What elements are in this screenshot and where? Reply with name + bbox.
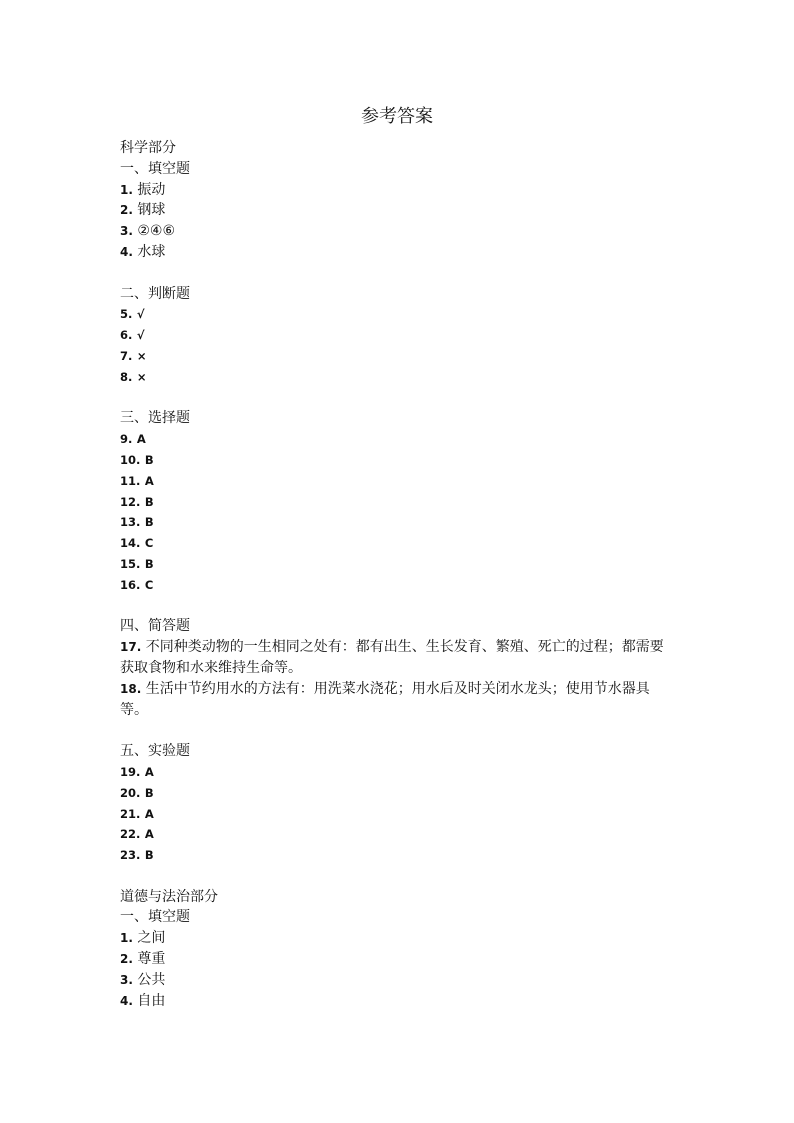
item-answer: 尊重 — [137, 951, 166, 968]
item-number: 20. — [120, 785, 141, 800]
item-answer: A — [144, 827, 154, 842]
answer-item — [120, 533, 680, 554]
answer-item — [120, 200, 680, 221]
spacer — [120, 263, 680, 284]
item-answer: 钢球 — [137, 202, 166, 219]
item-number: 1. — [120, 931, 133, 946]
answer-item — [120, 970, 680, 991]
answer-item — [120, 367, 680, 388]
item-number: 15. — [120, 556, 141, 571]
item-number: 19. — [120, 764, 141, 779]
item-answer: 公共 — [137, 971, 166, 988]
item-answer: B — [144, 452, 154, 467]
item-number: 18. — [120, 681, 142, 696]
answer-item — [120, 304, 680, 325]
answer-item — [120, 824, 680, 845]
item-answer: √ — [136, 328, 145, 343]
morality-part-title: 道德与法治部分 — [120, 888, 218, 905]
answer-content — [120, 138, 680, 1011]
short-answer-item — [120, 679, 676, 721]
item-number: 10. — [120, 452, 141, 467]
answer-item — [120, 804, 680, 825]
spacer — [120, 866, 680, 887]
item-number: 6. — [120, 328, 133, 343]
answer-item — [120, 762, 680, 783]
item-answer: A — [136, 432, 146, 447]
item-answer: B — [144, 848, 154, 863]
item-number: 21. — [120, 806, 141, 821]
spacer — [120, 596, 680, 617]
answer-item — [120, 221, 680, 242]
science-exp-title: 五、实验题 — [120, 743, 190, 760]
item-answer: 水球 — [137, 243, 166, 260]
item-answer: B — [144, 785, 154, 800]
item-number: 9. — [120, 432, 133, 447]
spacer — [120, 388, 680, 409]
item-number: 7. — [120, 348, 133, 363]
item-answer: B — [144, 515, 154, 530]
item-number: 12. — [120, 494, 141, 509]
answer-item — [120, 180, 680, 201]
answer-item — [120, 492, 680, 513]
item-number: 16. — [120, 577, 141, 592]
science-judge-title: 二、判断题 — [120, 285, 190, 302]
item-answer: 不同种类动物的一生相同之处有：都有出生、生长发育、繁殖、死亡的过程；都需要获取食物和水来维持生命等。 — [120, 639, 664, 676]
item-number: 3. — [120, 224, 133, 239]
item-answer: B — [144, 556, 154, 571]
item-number: 17. — [120, 640, 142, 655]
answer-item — [120, 949, 680, 970]
answer-item — [120, 783, 680, 804]
science-short-title: 四、简答题 — [120, 618, 190, 635]
answer-item — [120, 512, 680, 533]
answer-item — [120, 845, 680, 866]
answer-item — [120, 325, 680, 346]
item-answer: 振动 — [137, 181, 166, 198]
item-answer: 自由 — [137, 992, 166, 1009]
item-answer: × — [136, 348, 147, 363]
item-number: 23. — [120, 848, 141, 863]
item-answer: ②④⑥ — [137, 223, 176, 240]
answer-item — [120, 471, 680, 492]
item-answer: C — [144, 536, 154, 551]
page-title: 参考答案 — [361, 106, 433, 127]
item-answer: 之间 — [137, 930, 166, 947]
answer-item — [120, 575, 680, 596]
item-answer: B — [144, 494, 154, 509]
item-number: 22. — [120, 827, 141, 842]
answer-item — [120, 242, 680, 263]
item-number: 1. — [120, 182, 133, 197]
item-answer: 生活中节约用水的方法有：用洗菜水浇花；用水后及时关闭水龙头；使用节水器具等。 — [120, 680, 650, 718]
answer-item — [120, 429, 680, 450]
item-answer: C — [144, 577, 154, 592]
item-number: 13. — [120, 515, 141, 530]
item-answer: A — [144, 764, 154, 779]
item-number: 3. — [120, 972, 133, 987]
item-number: 2. — [120, 203, 133, 218]
science-fill-title: 一、填空题 — [120, 160, 190, 177]
item-number: 5. — [120, 307, 133, 322]
spacer — [120, 720, 680, 741]
item-answer: √ — [136, 307, 145, 322]
item-answer: A — [144, 806, 154, 821]
item-number: 4. — [120, 244, 133, 259]
item-answer: × — [136, 369, 147, 384]
answer-item — [120, 554, 680, 575]
short-answer-item — [120, 637, 676, 679]
item-number: 8. — [120, 369, 133, 384]
answer-item — [120, 928, 680, 949]
item-number: 2. — [120, 952, 133, 967]
science-choice-title: 三、选择题 — [120, 410, 190, 427]
item-answer: A — [144, 473, 154, 488]
item-number: 14. — [120, 536, 141, 551]
item-number: 4. — [120, 993, 133, 1008]
morality-fill-title: 一、填空题 — [120, 909, 190, 926]
answer-item — [120, 346, 680, 367]
item-number: 11. — [120, 473, 141, 488]
answer-item — [120, 450, 680, 471]
answer-item — [120, 991, 680, 1012]
science-part-title: 科学部分 — [120, 140, 176, 156]
